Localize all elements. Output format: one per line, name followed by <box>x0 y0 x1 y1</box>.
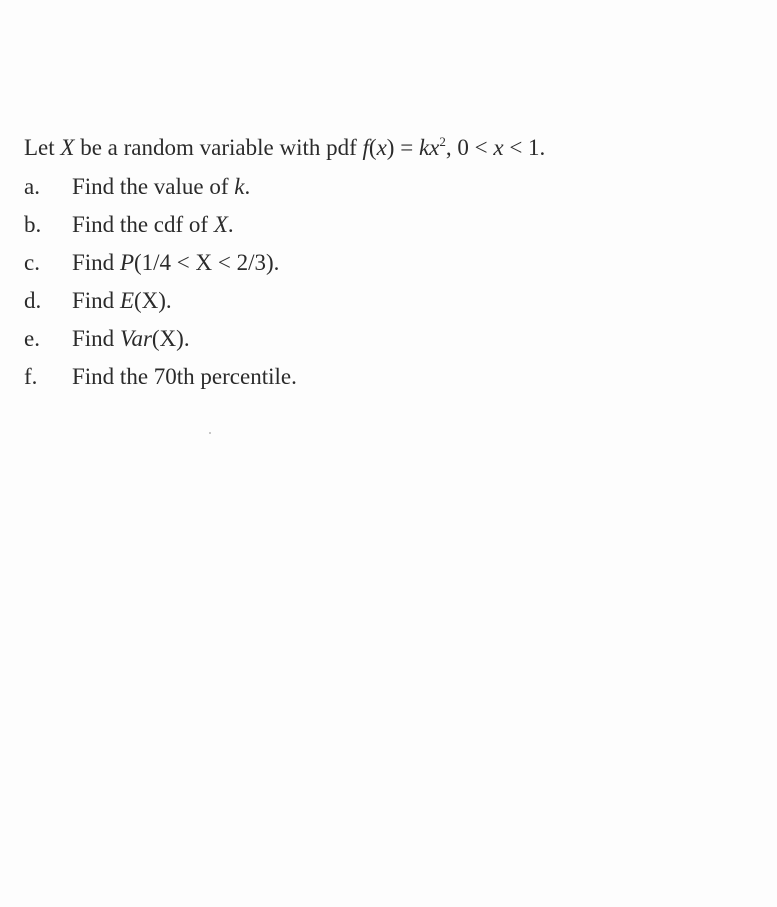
list-item <box>24 244 744 282</box>
part-text-main: Find <box>72 288 120 313</box>
part-letter: f. <box>24 364 38 389</box>
list-item <box>24 168 744 206</box>
domain-variable: x <box>493 135 504 160</box>
problem-statement <box>24 132 744 396</box>
part-text-main: Find the 70th percentile. <box>72 364 297 389</box>
part-text-var: X <box>213 212 228 237</box>
part-text <box>72 320 190 358</box>
part-text-var: P <box>119 250 134 275</box>
intro-text-2: be a random variable with pdf <box>74 135 363 160</box>
problem-intro <box>24 132 744 168</box>
part-text-main: Find <box>72 326 120 351</box>
part-text-main: Find the value of <box>72 174 235 199</box>
intro-paren-open: ( <box>368 135 377 160</box>
part-letter: a. <box>24 174 40 199</box>
part-letter: d. <box>24 288 42 313</box>
part-text-var: k <box>234 174 245 199</box>
part-text-end: . <box>227 212 234 237</box>
part-text-main: Find <box>72 250 120 275</box>
part-text-main: Find the cdf of <box>72 212 214 237</box>
intro-domain-end: < 1. <box>503 135 546 160</box>
pdf-argument: x <box>376 135 387 160</box>
part-text-var: E <box>119 288 134 313</box>
part-letter: c. <box>24 250 40 275</box>
intro-domain-start: , 0 < <box>445 135 494 160</box>
part-text-end: . <box>244 174 251 199</box>
random-variable-x: X <box>60 135 75 160</box>
intro-text-1: Let <box>24 135 61 160</box>
part-text <box>72 282 172 320</box>
problem-parts-list <box>24 168 744 396</box>
intro-equals: ) = <box>386 135 419 160</box>
part-letter: e. <box>24 326 40 351</box>
part-text <box>72 244 279 282</box>
part-text <box>72 358 297 396</box>
part-text-end: (X). <box>151 326 190 351</box>
list-item <box>24 358 744 396</box>
part-text-end: (X). <box>134 288 172 313</box>
part-text <box>72 168 250 206</box>
list-item <box>24 206 744 244</box>
list-item <box>24 320 744 358</box>
pdf-exponent: 2 <box>439 134 446 149</box>
scan-speck <box>209 432 211 434</box>
part-text <box>72 206 234 244</box>
part-text-end: (1/4 < X < 2/3). <box>134 250 280 275</box>
list-item <box>24 282 744 320</box>
pdf-function-name: f <box>362 135 369 160</box>
part-letter: b. <box>24 212 42 237</box>
pdf-expression: kx <box>418 135 440 160</box>
part-text-var: Var <box>119 326 152 351</box>
